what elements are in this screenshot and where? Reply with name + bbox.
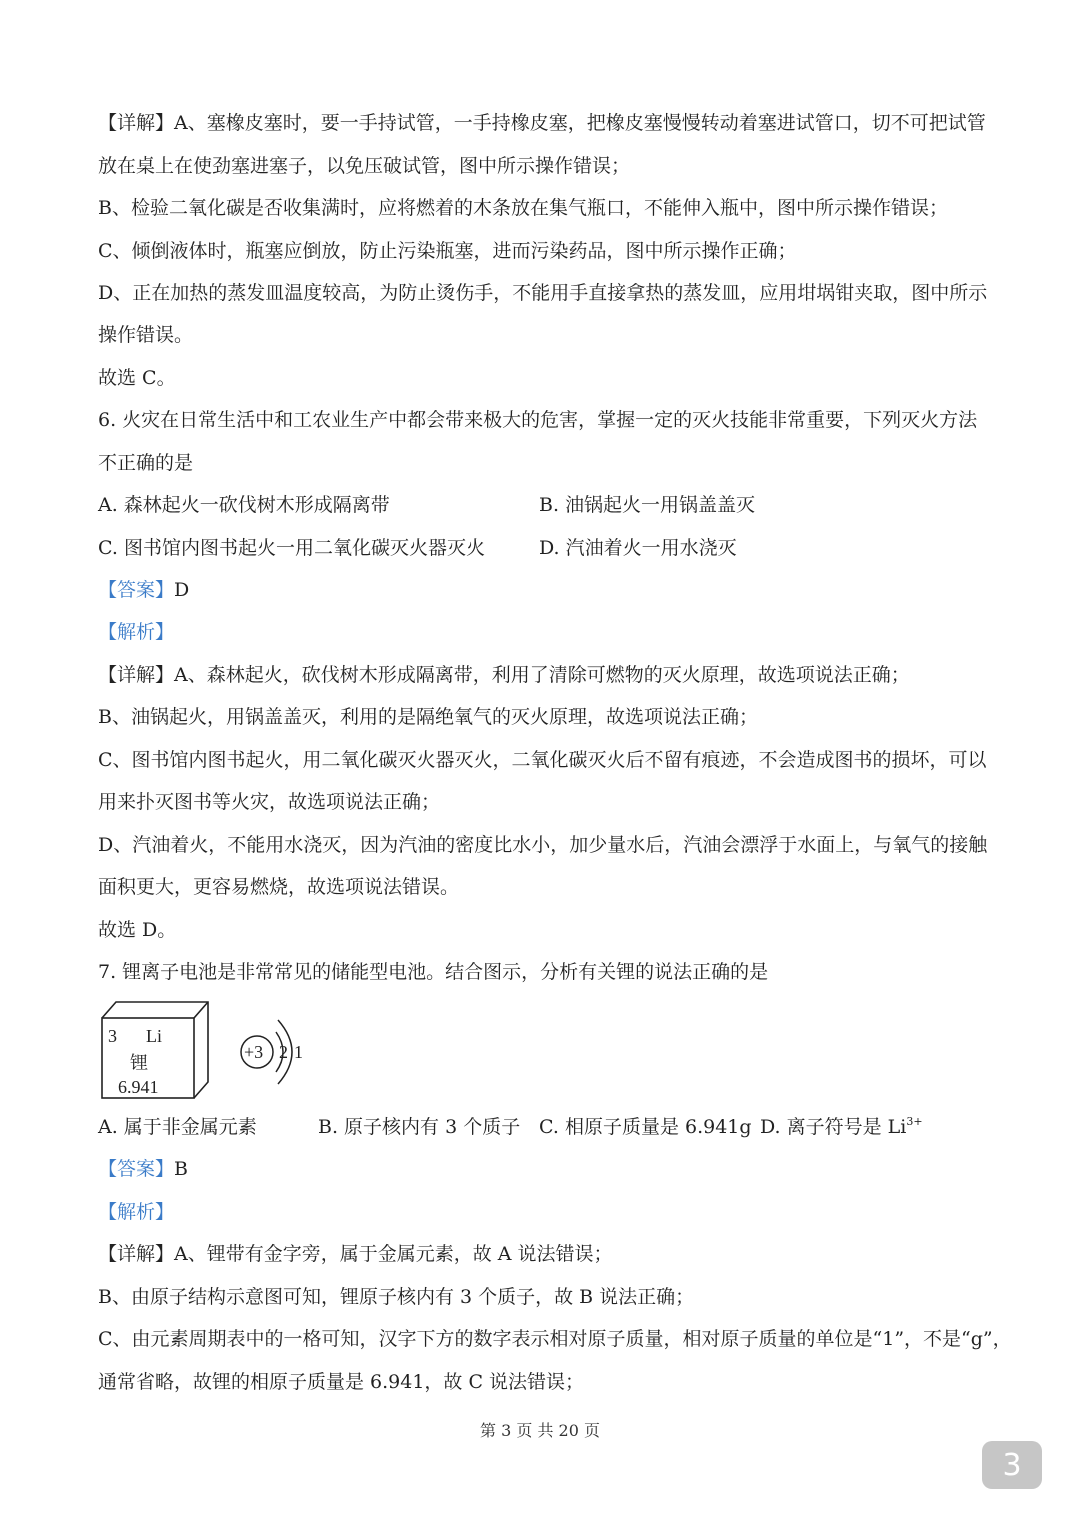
question-6-stem-b: 不正确的是 [98, 452, 194, 474]
line-choose-c: 故选 C。 [98, 367, 176, 389]
q6-option-c: C. 图书馆内图书起火一用二氧化碳灭火器灭火 [98, 537, 485, 559]
line-detail-5d: C、倾倒液体时，瓶塞应倒放，防止污染瓶塞，进而污染药品，图中所示操作正确； [98, 240, 797, 262]
line-detail-5b: 放在桌上在使劲塞进塞子，以免压破试管，图中所示操作错误； [98, 155, 631, 177]
shell-1-electrons: 2 [279, 1042, 288, 1062]
line-detail-5f: 操作错误。 [98, 324, 194, 346]
question-7-stem: 7. 锂离子电池是非常常见的储能型电池。结合图示，分析有关锂的说法正确的是 [98, 961, 769, 983]
atomic-mass: 6.941 [118, 1077, 159, 1097]
line-detail-5a: 【详解】A、塞橡皮塞时，要一手持试管，一手持橡皮塞，把橡皮塞慢慢转动着塞进试管口，切不可把试管 [98, 112, 986, 134]
answer-tag: 【答案】 [98, 1158, 175, 1180]
q7-detail-1: 【详解】A、锂带有金字旁，属于金属元素，故 A 说法错误； [98, 1243, 613, 1265]
q6-answer [98, 578, 984, 602]
q7-analysis-tag: 【解析】 [98, 1201, 175, 1223]
page-number-badge: 3 [982, 1441, 1042, 1489]
q7-option-d [760, 1115, 923, 1139]
element-name: 锂 [130, 1053, 148, 1073]
shell-2-electrons: 1 [294, 1042, 303, 1062]
q6-detail-6: 面积更大，更容易燃烧，故选项说法错误。 [98, 876, 460, 898]
line-detail-5e: D、正在加热的蒸发皿温度较高，为防止烫伤手，不能用手直接拿热的蒸发皿，应用坩埚钳夹取，图中所示 [98, 282, 988, 304]
q6-detail-7: 故选 D。 [98, 919, 177, 941]
element-symbol: Li [146, 1026, 162, 1046]
q7-detail-4: 通常省略，故锂的相原子质量是 6.941，故 C 说法错误； [98, 1371, 585, 1393]
page-footer: 第 3 页 共 20 页 [480, 1421, 600, 1440]
lithium-figure [98, 998, 318, 1104]
q6-detail-2: B、油锅起火，用锅盖盖灭，利用的是隔绝氧气的灭火原理，故选项说法正确； [98, 706, 758, 728]
q6-detail-1: 【详解】A、森林起火，砍伐树木形成隔离带，利用了清除可燃物的灭火原理，故选项说法正确； [98, 664, 910, 686]
q6-option-b: B. 油锅起火一用锅盖盖灭 [539, 494, 756, 516]
question-6-stem-a: 6. 火灾在日常生活中和工农业生产中都会带来极大的危害，掌握一定的灭火技能非常重要，下列灭火方法 [98, 409, 978, 431]
ion-charge-superscript: 3+ [906, 1115, 923, 1128]
q6-option-d: D. 汽油着火一用水浇灭 [539, 537, 737, 559]
q6-detail-5: D、汽油着火，不能用水浇灭，因为汽油的密度比水小，加少量水后，汽油会漂浮于水面上，与氧气的接触 [98, 834, 988, 856]
q7-answer [98, 1157, 984, 1181]
q7-detail-2: B、由原子结构示意图可知，锂原子核内有 3 个质子，故 B 说法正确； [98, 1286, 695, 1308]
q6-detail-3: C、图书馆内图书起火，用二氧化碳灭火器灭火，二氧化碳灭火后不留有痕迹，不会造成图书的损坏，可以 [98, 749, 987, 771]
q6-detail-4: 用来扑灭图书等火灾，故选项说法正确； [98, 791, 441, 813]
q6-analysis-tag: 【解析】 [98, 621, 175, 643]
q7-detail-3: C、由元素周期表中的一格可知，汉字下方的数字表示相对原子质量，相对原子质量的单位是“1”，不是“g”， [98, 1328, 1012, 1350]
q7-option-b: B. 原子核内有 3 个质子 [318, 1116, 521, 1138]
q7-option-a: A. 属于非金属元素 [98, 1116, 257, 1138]
answer-value: D [174, 579, 190, 601]
answer-value: B [174, 1158, 188, 1180]
nucleus-charge: +3 [244, 1042, 264, 1062]
line-detail-5c: B、检验二氧化碳是否收集满时，应将燃着的木条放在集气瓶口，不能伸入瓶中，图中所示操作错误； [98, 197, 948, 219]
q7-option-c: C. 相原子质量是 6.941g [539, 1116, 752, 1138]
atom-structure-diagram [241, 1020, 303, 1084]
q6-option-a: A. 森林起火一砍伐树木形成隔离带 [98, 494, 390, 516]
atomic-number: 3 [108, 1026, 117, 1046]
q7-option-d-text: D. 离子符号是 Li [760, 1116, 907, 1138]
answer-tag: 【答案】 [98, 579, 175, 601]
